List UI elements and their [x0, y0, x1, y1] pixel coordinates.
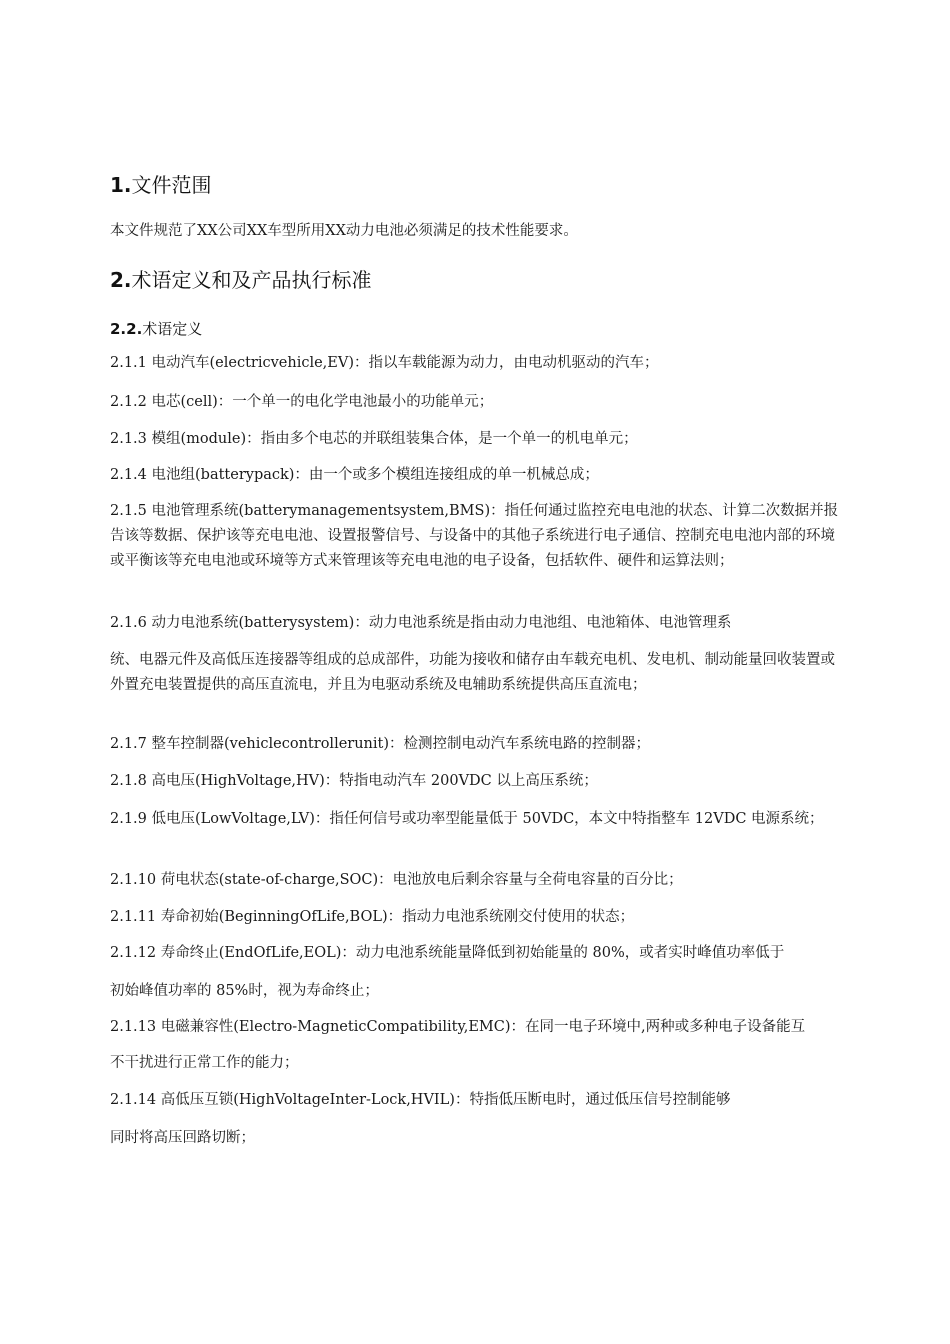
term-paragraph: 不干扰进行正常工作的能力； [110, 1055, 299, 1071]
term-paragraph: 2.1.3 模组(module)：指由多个电芯的并联组装集合体，是一个单一的机电单元； [110, 431, 638, 447]
term-paragraph: 初始峰值功率的 85%时，视为寿命终止； [110, 983, 379, 999]
section-2-heading [110, 264, 372, 293]
section-2-2-title: 术语定义 [142, 320, 203, 338]
section-1-title: 文件范围 [131, 173, 212, 197]
term-paragraph: 2.1.5 电池管理系统(batterymanagementsystem,BMS)：指任何通过监控充电电池的状态、计算二次数据并报告该等数据、保护该等充电电池、设置报警信号、与设备中的其他子系统进行电子通信、控制充电电池内部的环境或平衡该等充电电池或环境等方式来管理该等充电电池的电子设备，包括软件、硬件和运算法则； [110, 503, 839, 569]
term-paragraph: 同时将高压回路切断； [110, 1130, 255, 1146]
term-paragraph: 2.1.11 寿命初始(BeginningOfLife,BOL)：指动力电池系统刚交付使用的状态； [110, 909, 635, 925]
term-paragraph: 2.1.9 低电压(LowVoltage,LV)：指任何信号或功率型能量低于 50VDC，本文中特指整车 12VDC 电源系统； [110, 811, 824, 827]
term-paragraph: 2.1.6 动力电池系统(batterysystem)：动力电池系统是指由动力电池组、电池箱体、电池管理系 [110, 615, 732, 631]
section-2-title: 术语定义和及产品执行标准 [131, 268, 372, 292]
section-2-number: 2. [110, 268, 132, 292]
section-2-2-heading [110, 318, 202, 339]
section-1-body: 本文件规范了XX公司XX车型所用XX动力电池必须满足的技术性能要求。 [110, 223, 578, 239]
section-1-number: 1. [110, 173, 132, 197]
term-paragraph: 2.1.14 高低压互锁(HighVoltageInter-Lock,HVIL)：特指低压断电时，通过低压信号控制能够 [110, 1092, 731, 1108]
section-1-heading [110, 169, 212, 198]
term-paragraph: 2.1.13 电磁兼容性(Electro-MagneticCompatibility,EMC)：在同一电子环境中,两种或多种电子设备能互 [110, 1019, 806, 1035]
term-paragraph: 2.1.4 电池组(batterypack)：由一个或多个模组连接组成的单一机械总成； [110, 467, 599, 483]
term-paragraph: 统、电器元件及高低压连接器等组成的总成部件，功能为接收和储存由车载充电机、发电机、制动能量回收装置或外置充电装置提供的高压直流电，并且为电驱动系统及电辅助系统提供高压直流电； [110, 652, 835, 693]
section-2-2-number: 2.2. [110, 320, 143, 338]
term-paragraph: 2.1.10 荷电状态(state-of-charge,SOC)：电池放电后剩余容量与全荷电容量的百分比； [110, 872, 683, 888]
term-paragraph: 2.1.2 电芯(cell)：一个单一的电化学电池最小的功能单元； [110, 394, 494, 410]
term-paragraph: 2.1.7 整车控制器(vehiclecontrollerunit)：检测控制电动汽车系统电路的控制器； [110, 736, 651, 752]
term-paragraph: 2.1.12 寿命终止(EndOfLife,EOL)：动力电池系统能量降低到初始能量的 80%，或者实时峰值功率低于 [110, 945, 785, 961]
term-paragraph: 2.1.8 高电压(HighVoltage,HV)：特指电动汽车 200VDC 以上高压系统； [110, 773, 598, 789]
term-paragraph: 2.1.1 电动汽车(electricvehicle,EV)：指以车载能源为动力，由电动机驱动的汽车； [110, 355, 659, 371]
